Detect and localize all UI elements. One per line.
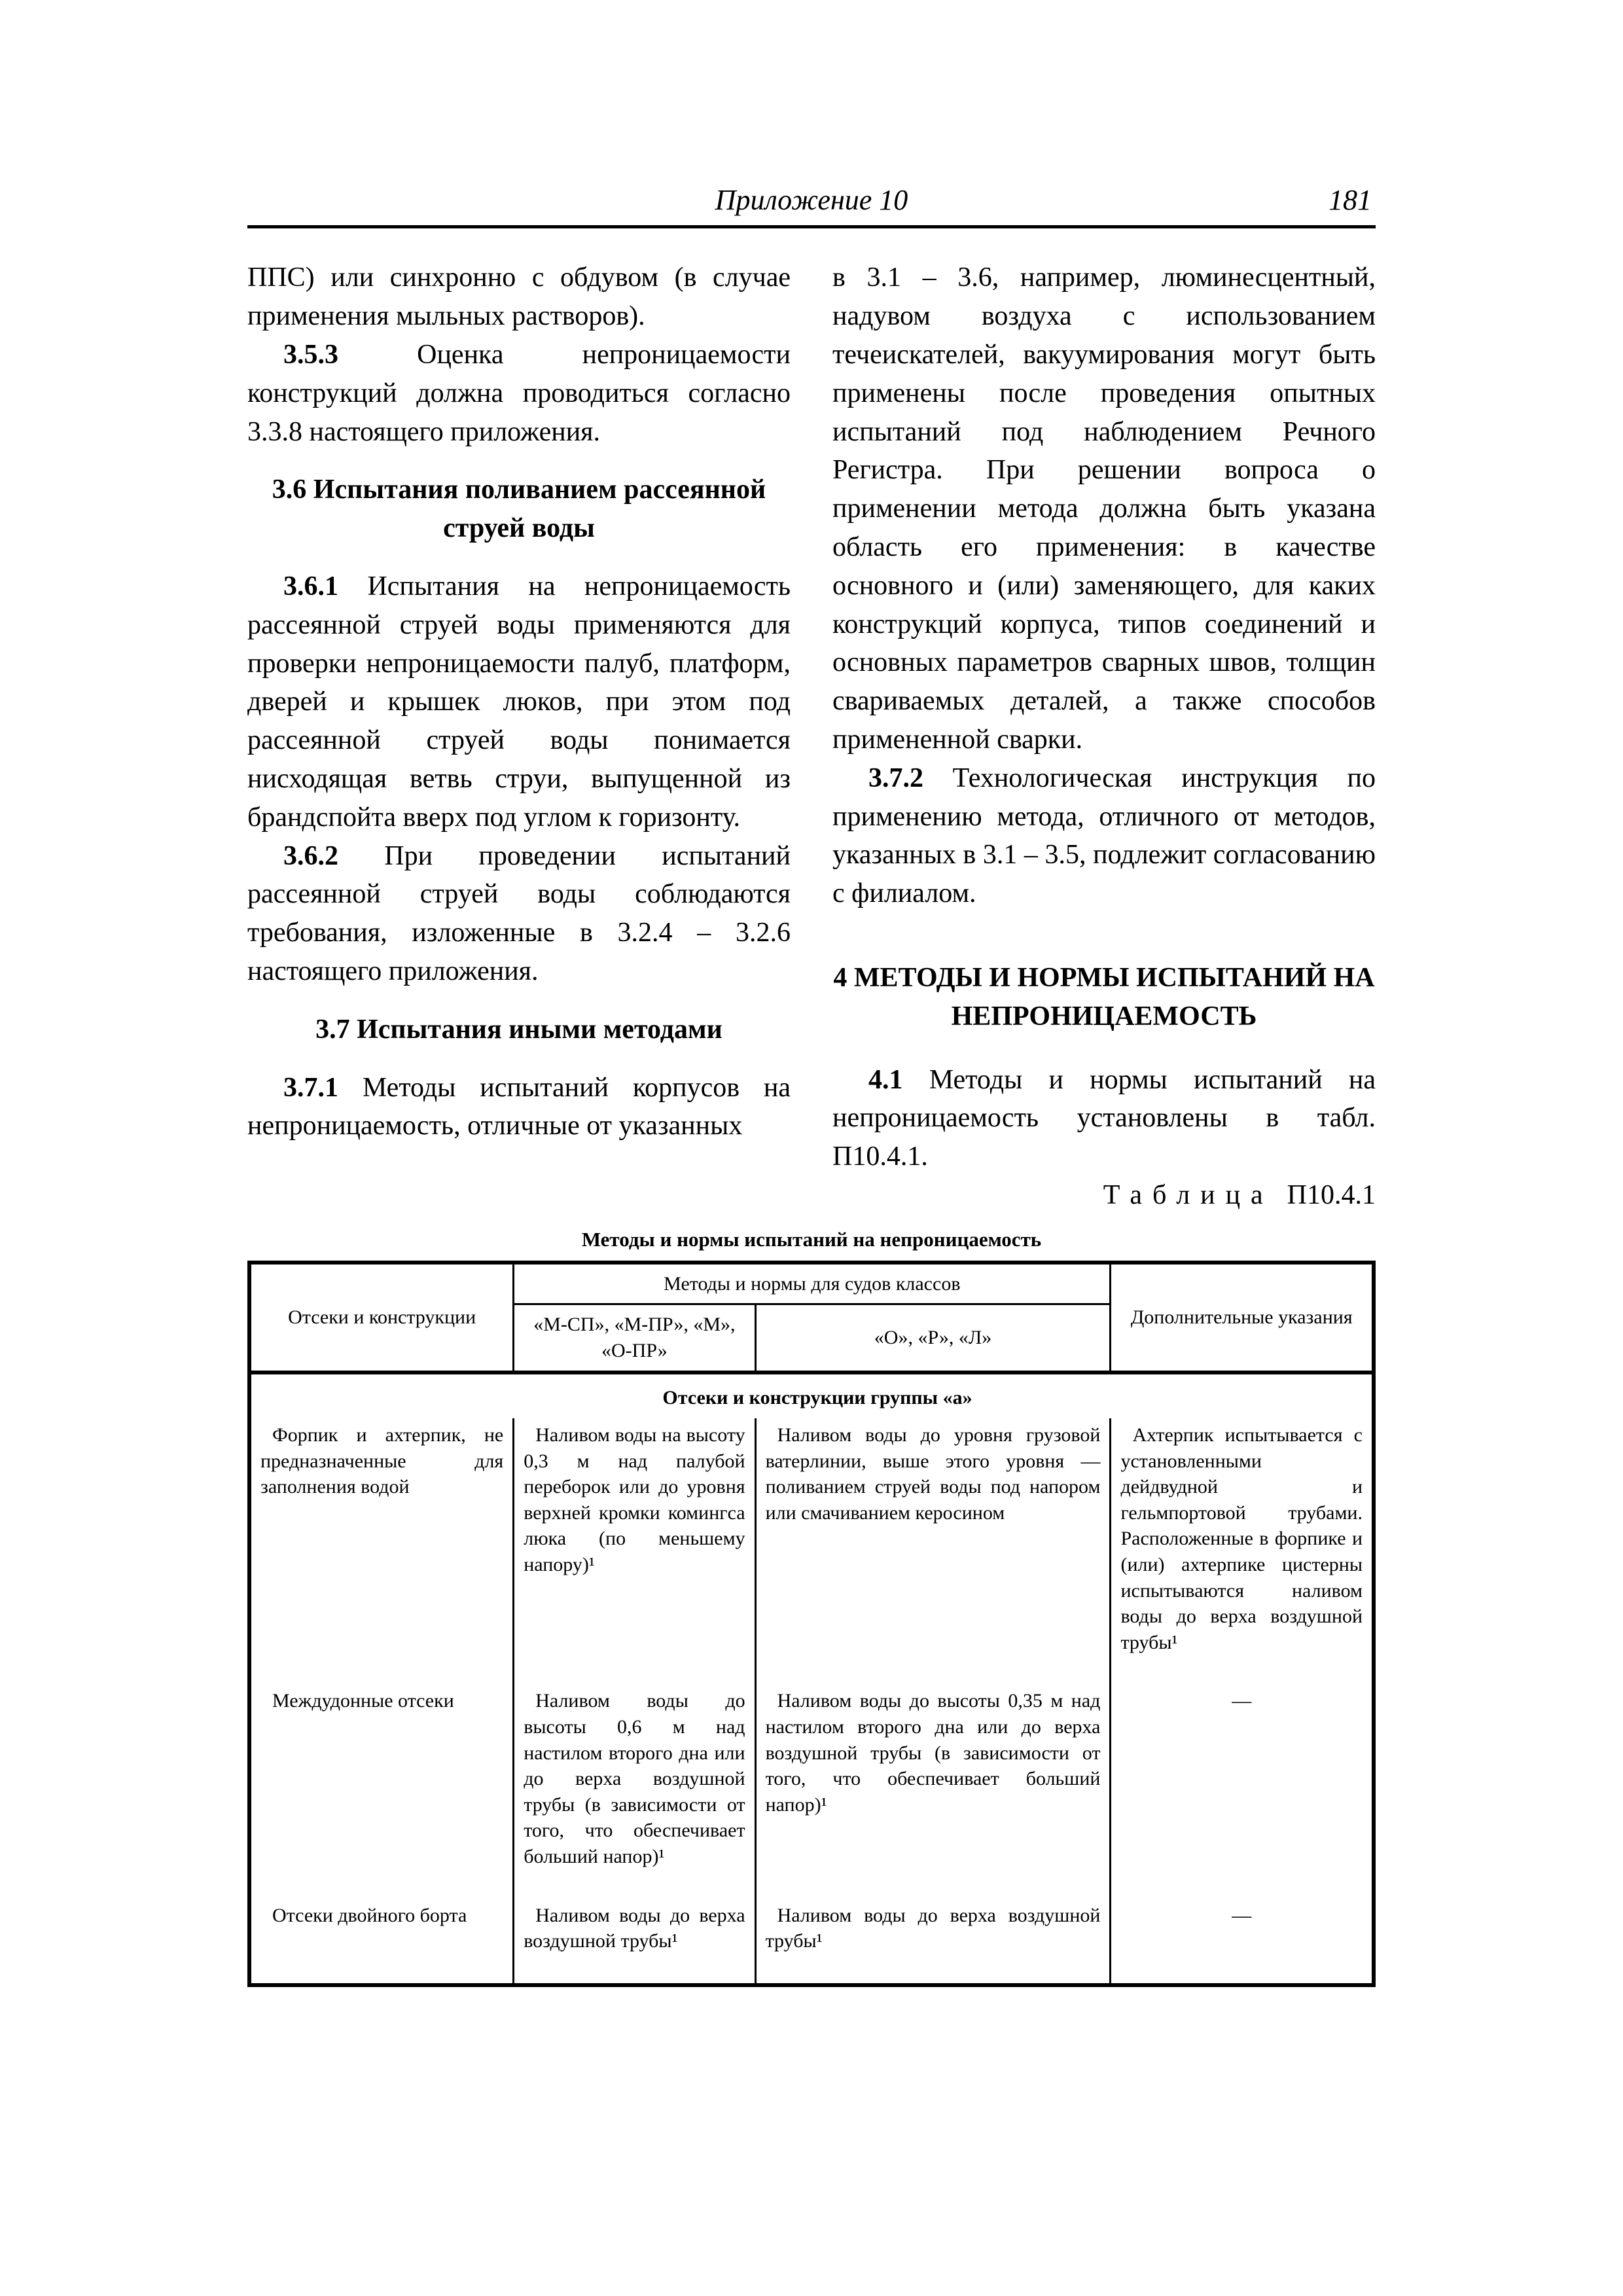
section-heading-3-7: 3.7 Испытания иными методами [315,1014,722,1045]
column-header-methods-group: Методы и нормы для судов классов [514,1263,1111,1304]
cell-method-msp: Наливом воды до высоты 0,6 м над настилом второго дна или до верха воздушной трубы (в зависимости от того, что обеспечивает больший напор)¹ [514,1659,755,1873]
clause-text: При проведении испытаний рассеянной струей воды соблюдаются требования, изложенные в 3.2.4 – 3.2.6 настоящего приложения. [247,840,791,986]
page-content [247,185,1376,1987]
clause-number: 3.7.2 [868,762,923,793]
table-group-header-row [249,1372,1374,1419]
paragraph-continuation-right: в 3.1 – 3.6, например, люминесцентный, надувом воздуха с использованием течеискателей, вакуумирования могут быть применены после проведения опытных испытаний под наблюдением Речного Регистра. При решении вопроса о применении метода должна быть указана область его применения: в качестве основного и (или) заменяющего, для каких конструкций корпуса, типов соединений и основных параметров сварных швов, толщин свариваемых деталей, а также способов примененной сварки. [832,262,1376,755]
table-caption-label: Таблица [1103,1179,1274,1210]
empty-cell-dash: — [1111,1659,1374,1873]
clause-number: 3.5.3 [283,339,338,370]
table-block [247,1228,1376,1987]
paragraph-continuation: ППС) или синхронно с обдувом (в случае применения мыльных растворов). [247,262,791,332]
table-row [249,1659,1374,1873]
column-header-classes-orl: «О», «Р», «Л» [755,1304,1111,1372]
table-head [249,1263,1374,1372]
test-methods-table [247,1261,1376,1987]
header-rule [247,225,1376,228]
cell-compartment: Форпик и ахтерпик, не предназначенные для заполнения водой [249,1418,514,1659]
left-column [247,259,791,1214]
clause-text: Методы испытаний корпусов на непроницаемость, отличные от указанных [247,1072,791,1141]
cell-compartment: Отсеки двойного борта [249,1874,514,1985]
clause-text: Оценка непроницаемости конструкций должна проводиться согласно 3.3.8 настоящего приложения. [247,339,791,447]
paragraph-3-5-3 [247,336,791,451]
two-column-text [247,259,1376,1214]
running-title: Приложение 10 [715,184,908,216]
paragraph-3-6-1 [247,567,791,837]
cell-method-orl: Наливом воды до высоты 0,35 м над настилом второго дна или до верха воздушной трубы (в зависимости от того, что обеспечивает больший напор)¹ [755,1659,1111,1873]
section-heading-3-6: 3.6 Испытания поливанием рассеянной струей воды [272,475,766,544]
clause-number: 3.7.1 [283,1072,338,1103]
paragraph-4-1 [832,1061,1376,1176]
cell-method-msp: Наливом воды до верха воздушной трубы¹ [514,1874,755,1985]
paragraph-3-7-2 [832,759,1376,913]
cell-method-msp: Наливом воды на высоту 0,3 м над палубой переборок или до уровня верхней кромки комингса люка (по меньшему напору)¹ [514,1418,755,1659]
right-column [832,259,1376,1214]
table-body [249,1372,1374,1985]
cell-additional: Ахтерпик испытывается с установленными дейдвудной и гельмпортовой трубами. Расположенные в форпике и (или) ахтерпике цистерны испытываются наливом воды до верха воздушной трубы¹ [1111,1418,1374,1659]
section-heading-4: 4 МЕТОДЫ И НОРМЫ ИСПЫТАНИЙ НА НЕПРОНИЦАЕМОСТЬ [833,962,1375,1031]
page-header [247,185,1376,216]
clause-number: 3.6.1 [283,571,338,601]
clause-number: 3.6.2 [283,840,338,871]
table-row [249,1418,1374,1659]
table-row [249,1874,1374,1985]
paragraph-3-6-2 [247,837,791,991]
cell-method-orl: Наливом воды до верха воздушной трубы¹ [755,1874,1111,1985]
page-number: 181 [1329,184,1372,216]
column-header-additional: Дополнительные указания [1111,1263,1374,1372]
table-group-header: Отсеки и конструкции группы «а» [662,1386,972,1408]
cell-compartment: Междудонные отсеки [249,1659,514,1873]
table-caption [832,1176,1376,1215]
table-title: Методы и нормы испытаний на непроницаемость [581,1227,1042,1251]
clause-number: 4.1 [868,1064,903,1095]
clause-text: Технологическая инструкция по применению метода, отличного от методов, указанных в 3.1 – 3.5, подлежит согласованию с филиалом. [832,762,1376,909]
clause-text: Методы и нормы испытаний на непроницаемость установлены в табл. П10.4.1. [832,1064,1376,1172]
clause-text: Испытания на непроницаемость рассеянной струей воды применяются для проверки непроницаемости палуб, платформ, дверей и крышек люков, при этом под рассеянной струей воды понимается нисходящая ветвь струи, выпущенной из брандспойта вверх под углом к горизонту. [247,571,791,833]
empty-cell-dash: — [1111,1874,1374,1985]
column-header-classes-msp: «М-СП», «М-ПР», «М», «О-ПР» [514,1304,755,1372]
table-caption-number: П10.4.1 [1287,1179,1376,1210]
column-header-compartments: Отсеки и конструкции [249,1263,514,1372]
paragraph-3-7-1 [247,1069,791,1146]
cell-method-orl: Наливом воды до уровня грузовой ватерлинии, выше этого уровня — поливанием струей воды под напором или смачиванием керосином [755,1418,1111,1659]
